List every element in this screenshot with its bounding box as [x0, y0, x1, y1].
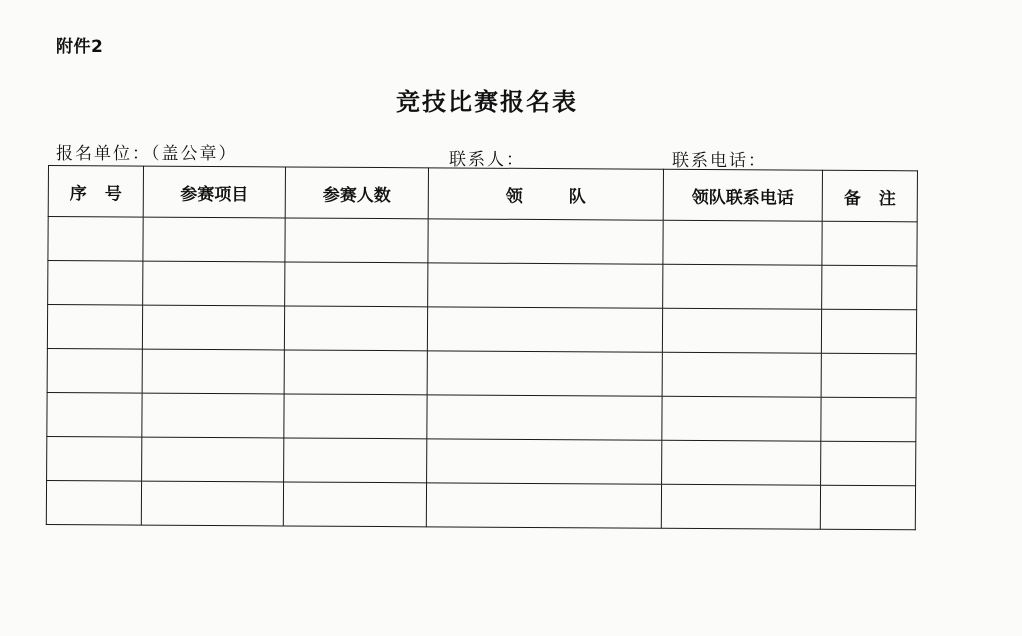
leader-phone-cell[interactable]: [661, 484, 820, 529]
attachment-label: 附件2: [56, 37, 104, 57]
team-leader-cell[interactable]: [428, 263, 663, 308]
leader-phone-cell[interactable]: [662, 440, 821, 485]
participant-count-cell[interactable]: [284, 394, 427, 439]
participant-count-cell[interactable]: [285, 218, 428, 263]
table-row: [47, 392, 916, 441]
participant-count-cell[interactable]: [285, 262, 428, 307]
event-cell[interactable]: [141, 481, 283, 526]
serial-cell[interactable]: [47, 305, 142, 350]
header-remarks: 备注: [822, 170, 917, 222]
participant-count-cell[interactable]: [284, 306, 427, 351]
event-cell[interactable]: [142, 393, 284, 438]
header-leader-phone: 领队联系电话: [663, 169, 822, 221]
form-title: 竞技比赛报名表: [396, 87, 578, 116]
team-leader-cell[interactable]: [427, 439, 662, 484]
event-cell[interactable]: [143, 217, 285, 262]
leader-phone-cell[interactable]: [663, 220, 822, 265]
header-serial-number: 序号: [48, 166, 143, 218]
phone-field-label: 联系电话：: [672, 151, 767, 171]
header-participant-count: 参赛人数: [285, 167, 428, 219]
remarks-cell[interactable]: [820, 485, 915, 530]
event-cell[interactable]: [143, 261, 285, 306]
remarks-cell[interactable]: [821, 309, 916, 354]
serial-cell[interactable]: [47, 392, 142, 437]
team-leader-cell[interactable]: [426, 483, 661, 528]
team-leader-cell[interactable]: [427, 351, 662, 396]
participant-count-cell[interactable]: [283, 482, 426, 527]
team-leader-cell[interactable]: [428, 219, 663, 264]
event-cell[interactable]: [142, 305, 284, 350]
remarks-cell[interactable]: [821, 441, 916, 486]
remarks-cell[interactable]: [822, 265, 917, 310]
team-leader-cell[interactable]: [427, 395, 662, 440]
event-cell[interactable]: [142, 437, 284, 482]
remarks-cell[interactable]: [822, 221, 917, 266]
team-leader-cell[interactable]: [427, 307, 662, 352]
table-row: [47, 305, 916, 354]
table-row: [48, 261, 917, 310]
remarks-cell[interactable]: [821, 353, 916, 398]
registration-table: [46, 165, 918, 530]
header-team-leader: 领队: [428, 168, 663, 220]
header-event: 参赛项目: [143, 166, 285, 218]
event-cell[interactable]: [142, 349, 284, 394]
table-row: [48, 217, 917, 266]
registration-table-wrapper: [46, 165, 917, 530]
leader-phone-cell[interactable]: [662, 352, 821, 397]
serial-cell[interactable]: [46, 480, 141, 525]
unit-field-label: 报名单位：（盖公章）: [56, 144, 238, 164]
table-row: [47, 436, 916, 485]
leader-phone-cell[interactable]: [662, 396, 821, 441]
participant-count-cell[interactable]: [284, 350, 427, 395]
leader-phone-cell[interactable]: [662, 308, 821, 353]
serial-cell[interactable]: [47, 436, 142, 481]
table-row: [46, 480, 915, 529]
table-body: [46, 217, 917, 530]
remarks-cell[interactable]: [821, 397, 916, 442]
contact-field-label: 联系人：: [449, 150, 525, 170]
serial-cell[interactable]: [48, 261, 143, 306]
table-header-row: [48, 166, 917, 222]
serial-cell[interactable]: [48, 217, 143, 262]
participant-count-cell[interactable]: [284, 438, 427, 483]
table-row: [47, 348, 916, 397]
leader-phone-cell[interactable]: [663, 264, 822, 309]
serial-cell[interactable]: [47, 348, 142, 393]
